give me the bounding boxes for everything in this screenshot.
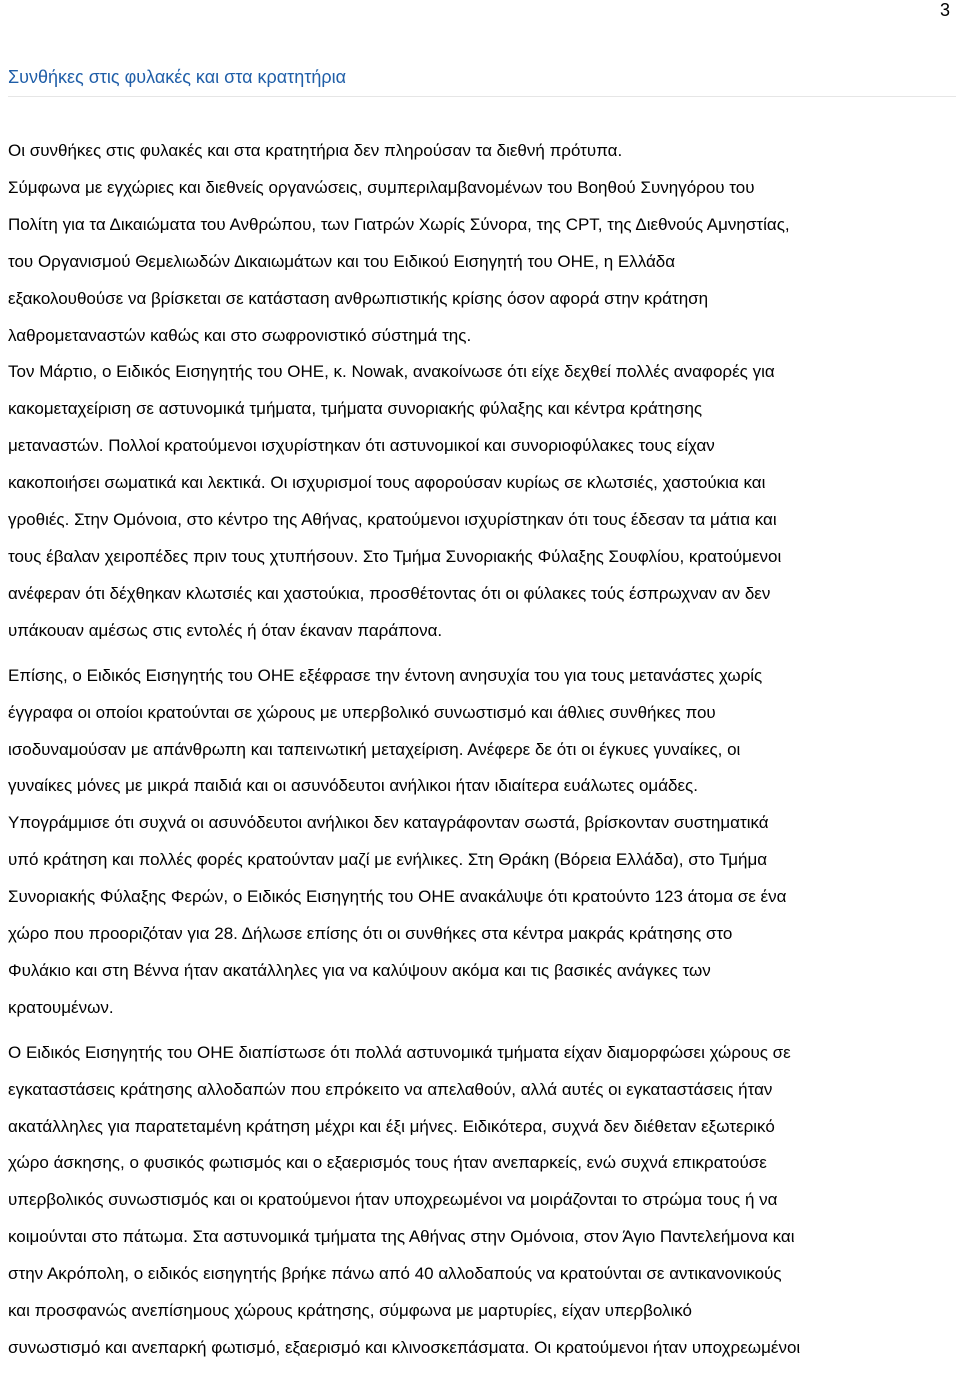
paragraph-spacer bbox=[8, 1027, 954, 1035]
text-line: ανέφεραν ότι δέχθηκαν κλωτσιές και χαστούκια, προσθέτοντας ότι οι φύλακες τούς έσπρωχναν αν δεν bbox=[8, 583, 771, 603]
text-line: κοιμούνται στο πάτωμα. Στα αστυνομικά τμήματα της Αθήνας στην Ομόνοια, στον Άγιο Παντελεήμονα και bbox=[8, 1227, 795, 1247]
text-line: υπάκουαν αμέσως στις εντολές ή όταν έκαναν παράπονα. bbox=[8, 620, 443, 640]
section-heading: Συνθήκες στις φυλακές και στα κρατητήρια bbox=[8, 67, 347, 87]
text-line: εγκαταστάσεις κράτησης αλλοδαπών που επρόκειτο να απελαθούν, αλλά αυτές οι εγκαταστάσεις ήταν bbox=[8, 1079, 773, 1099]
document-body bbox=[8, 133, 954, 1367]
text-line: γυναίκες μόνες με μικρά παιδιά και οι ασυνόδευτοι ανήλικοι ήταν ιδιαίτερα ευάλωτες ομάδες. bbox=[8, 776, 698, 796]
text-line: Συνοριακής Φύλαξης Φερών, ο Ειδικός Εισηγητής του ΟΗΕ ανακάλυψε ότι κρατούντο 123 άτομα σε ένα bbox=[8, 887, 787, 907]
text-line: Επίσης, ο Ειδικός Εισηγητής του ΟΗΕ εξέφρασε την έντονη ανησυχία του για τους μετανάστες χωρίς bbox=[8, 665, 763, 685]
text-line: και προσφανώς ανεπίσημους χώρους κράτησης, σύμφωνα με μαρτυρίες, είχαν υπερβολικό bbox=[8, 1301, 693, 1321]
text-line: Οι συνθήκες στις φυλακές και στα κρατητήρια δεν πληρούσαν τα διεθνή πρότυπα. bbox=[8, 141, 623, 160]
text-line: χώρο που προοριζόταν για 28. Δήλωσε επίσης ότι οι συνθήκες στα κέντρα μακράς κράτησης στο bbox=[8, 924, 733, 944]
text-line: έγγραφα οι οποίοι κρατούνται σε χώρους με υπερβολικό συνωστισμό και άθλιες συνθήκες που bbox=[8, 702, 716, 722]
text-line: στην Ακρόπολη, ο ειδικός εισηγητής βρήκε πάνω από 40 αλλοδαπούς να κρατούνται σε αντικανονικούς bbox=[8, 1264, 782, 1284]
text-line: κακομεταχείριση σε αστυνομικά τμήματα, τμήματα συνοριακής φύλαξης και κέντρα κράτησης bbox=[8, 399, 703, 419]
text-line: κακοποιήσει σωματικά και λεκτικά. Οι ισχυρισμοί τους αφορούσαν κυρίως σε κλωτσιές, χαστούκια και bbox=[8, 473, 766, 493]
text-line: εξακολουθούσε να βρίσκεται σε κατάσταση ανθρωπιστικής κρίσης όσον αφορά στην κράτηση bbox=[8, 288, 709, 308]
text-line: Πολίτη για τα Δικαιώματα του Ανθρώπου, των Γιατρών Χωρίς Σύνορα, της CPT, της Διεθνούς Αμνηστίας, bbox=[8, 214, 790, 234]
paragraph-spacer bbox=[8, 650, 954, 658]
text-line: υπό κράτηση και πολλές φορές κρατούνταν μαζί με ενήλικες. Στη Θράκη (Βόρεια Ελλάδα), στο Τμήμα bbox=[8, 850, 768, 870]
text-line: Σύμφωνα με εγχώριες και διεθνείς οργανώσεις, συμπεριλαμβανομένων του Βοηθού Συνηγόρου του bbox=[8, 177, 755, 197]
text-line: υπερβολικός συνωστισμός και οι κρατούμενοι ήταν υποχρεωμένοι να μοιράζονται το στρώμα τους ή να bbox=[8, 1190, 778, 1210]
text-line: λαθρομεταναστών καθώς και στο σωφρονιστικό σύστημά της. bbox=[8, 325, 472, 345]
text-line: τους έβαλαν χειροπέδες πριν τους χτυπήσουν. Στο Τμήμα Συνοριακής Φύλαξης Σουφλίου, κρατούμενοι bbox=[8, 546, 782, 566]
text-line: συνωστισμό και ανεπαρκή φωτισμό, εξαερισμό και κλινοσκεπάσματα. Οι κρατούμενοι ήταν υποχρεωμένοι bbox=[8, 1338, 801, 1357]
text-line: γροθιές. Στην Ομόνοια, στο κέντρο της Αθήνας, κρατούμενοι ισχυρίστηκαν ότι τους έδεσαν τα μάτια και bbox=[8, 510, 777, 530]
text-line: μεταναστών. Πολλοί κρατούμενοι ισχυρίστηκαν ότι αστυνομικοί και συνοριοφύλακες τους είχαν bbox=[8, 436, 715, 456]
text-line: του Οργανισμού Θεμελιωδών Δικαιωμάτων και του Ειδικού Εισηγητή του ΟΗΕ, η Ελλάδα bbox=[8, 251, 676, 271]
paragraph-organizations bbox=[8, 170, 954, 355]
heading-divider bbox=[8, 96, 956, 97]
paragraph-intro bbox=[8, 133, 954, 170]
paragraph-police-stations bbox=[8, 1035, 954, 1367]
text-line: Φυλάκιο και στη Βέννα ήταν ακατάλληλες για να καλύψουν ακόμα και τις βασικές ανάγκες των bbox=[8, 960, 711, 980]
text-line: ακατάλληλες για παρατεταμένη κράτηση μέχρι και έξι μήνες. Ειδικότερα, συχνά δεν διέθεταν εξωτερικό bbox=[8, 1116, 775, 1136]
page-number: 3 bbox=[939, 0, 950, 20]
text-line: Ο Ειδικός Εισηγητής του ΟΗΕ διαπίστωσε ότι πολλά αστυνομικά τμήματα είχαν διαμορφώσει χώρους σε bbox=[8, 1042, 791, 1062]
paragraph-migrants-concern bbox=[8, 658, 954, 1027]
text-line: χώρο άσκησης, ο φυσικός φωτισμός και ο εξαερισμός τους ήταν ανεπαρκείς, ενώ συχνά επικρατούσε bbox=[8, 1153, 767, 1173]
text-line: κρατουμένων. bbox=[8, 997, 114, 1017]
paragraph-nowak-report bbox=[8, 354, 954, 649]
text-line: Τον Μάρτιο, ο Ειδικός Εισηγητής του ΟΗΕ, κ. Nowak, ανακοίνωσε ότι είχε δεχθεί πολλές αναφορές για bbox=[8, 362, 775, 382]
text-line: ισοδυναμούσαν με απάνθρωπη και ταπεινωτική μεταχείριση. Ανέφερε δε ότι οι έγκυες γυναίκες, οι bbox=[8, 739, 741, 759]
text-line: Υπογράμμισε ότι συχνά οι ασυνόδευτοι ανήλικοι δεν καταγράφονταν σωστά, βρίσκονταν συστηματικά bbox=[8, 813, 769, 833]
